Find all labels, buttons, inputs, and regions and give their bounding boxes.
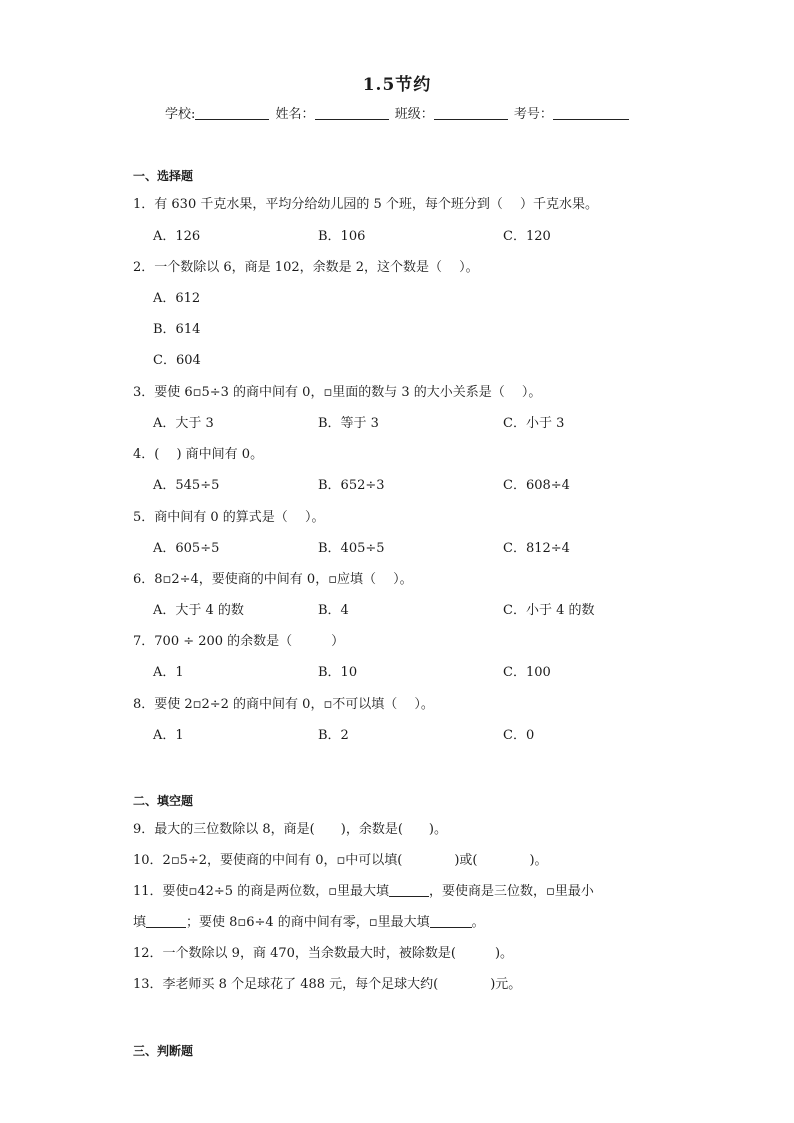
question-6: 6．8▫2÷4，要使商的中间有 0，▫应填（ ）。 (133, 572, 413, 587)
option-4c[interactable]: C．608÷4 (503, 478, 570, 493)
class-label: 班级： (394, 107, 434, 122)
question-11-part-d: ；要使 8▫6÷4 的商中间有零，▫里最大填 (186, 915, 430, 930)
question-11-line2 (133, 911, 485, 930)
question-13: 13．李老师买 8 个足球花了 488 元，每个足球大约( )元。 (133, 977, 522, 992)
answer-blank[interactable] (389, 884, 429, 897)
option-5b[interactable]: B．405÷5 (318, 541, 385, 556)
question-11-line1 (133, 880, 594, 899)
question-11-part-a: 11．要使▫42÷5 的商是两位数，▫里最大填 (133, 884, 390, 899)
option-3c[interactable]: C．小于 3 (503, 416, 565, 431)
question-4: 4．( ) 商中间有 0。 (133, 447, 264, 462)
question-11-part-b: ，要使商是三位数，▫里最小 (429, 884, 594, 899)
question-11-part-e: 。 (471, 915, 485, 930)
question-3: 3．要使 6▫5÷3 的商中间有 0，▫里面的数与 3 的大小关系是（ ）。 (133, 385, 542, 400)
question-8: 8．要使 2▫2÷2 的商中间有 0，▫不可以填（ ）。 (133, 697, 434, 712)
answer-blank[interactable] (146, 915, 186, 928)
section-heading-fill: 二、填空题 (133, 794, 194, 808)
option-8b[interactable]: B．2 (318, 728, 349, 743)
question-10: 10．2▫5÷2，要使商的中间有 0，▫中可以填( )或( )。 (133, 853, 548, 868)
option-2b[interactable]: B．614 (153, 322, 201, 337)
number-label: 考号： (513, 107, 553, 122)
option-2c[interactable]: C．604 (153, 353, 201, 368)
class-blank[interactable] (434, 106, 508, 120)
question-12: 12．一个数除以 9，商 470，当余数最大时，被除数是( )。 (133, 946, 514, 961)
option-5c[interactable]: C．812÷4 (503, 541, 570, 556)
question-11-part-c: 填 (133, 915, 147, 930)
section-heading-judge: 三、判断题 (133, 1044, 194, 1058)
question-5: 5．商中间有 0 的算式是（ ）。 (133, 510, 325, 525)
name-label: 姓名： (275, 107, 315, 122)
question-9: 9．最大的三位数除以 8，商是( )，余数是( )。 (133, 822, 447, 837)
question-7: 7．700 ÷ 200 的余数是（ ） (133, 634, 345, 649)
option-7a[interactable]: A．1 (153, 665, 184, 680)
option-3b[interactable]: B．等于 3 (318, 416, 379, 431)
option-6a[interactable]: A．大于 4 的数 (153, 603, 244, 618)
student-info-row (165, 103, 631, 122)
number-blank[interactable] (553, 106, 629, 120)
option-8a[interactable]: A．1 (153, 728, 184, 743)
option-1a[interactable]: A．126 (153, 229, 201, 244)
option-4a[interactable]: A．545÷5 (153, 478, 220, 493)
question-1: 1．有 630 千克水果，平均分给幼儿园的 5 个班，每个班分到（ ）千克水果。 (133, 197, 599, 212)
name-blank[interactable] (315, 106, 389, 120)
section-heading-choice: 一、选择题 (133, 169, 194, 183)
option-2a[interactable]: A．612 (153, 291, 201, 306)
option-7b[interactable]: B．10 (318, 665, 358, 680)
school-blank[interactable] (195, 106, 269, 120)
option-1b[interactable]: B．106 (318, 229, 366, 244)
school-label: 学校: (165, 107, 196, 122)
page-title: 1.5节约 (362, 75, 432, 95)
option-6b[interactable]: B．4 (318, 603, 349, 618)
option-3a[interactable]: A．大于 3 (153, 416, 214, 431)
option-7c[interactable]: C．100 (503, 665, 551, 680)
option-6c[interactable]: C．小于 4 的数 (503, 603, 595, 618)
question-2: 2．一个数除以 6，商是 102，余数是 2，这个数是（ ）。 (133, 260, 479, 275)
option-1c[interactable]: C．120 (503, 229, 551, 244)
answer-blank[interactable] (430, 915, 472, 928)
option-5a[interactable]: A．605÷5 (153, 541, 220, 556)
option-4b[interactable]: B．652÷3 (318, 478, 385, 493)
option-8c[interactable]: C．0 (503, 728, 535, 743)
